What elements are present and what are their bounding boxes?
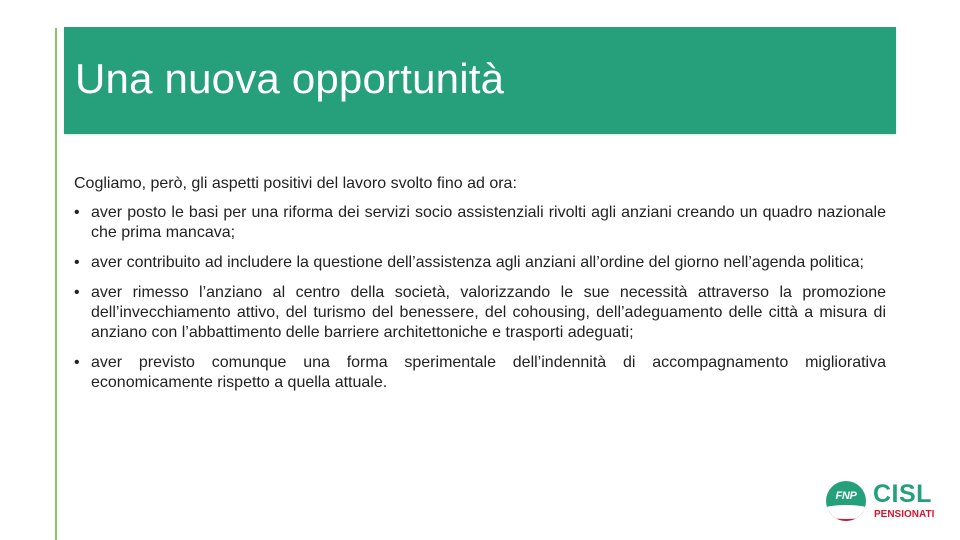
bullet-icon: • (74, 284, 80, 301)
logo-swoosh-white (826, 505, 866, 519)
slide-title: Una nuova opportunità (75, 55, 505, 102)
fnp-cisl-logo (826, 480, 946, 522)
slide-content (74, 174, 886, 403)
bullet-icon: • (74, 204, 80, 221)
bullet-item (74, 203, 886, 243)
bullet-item (74, 283, 886, 343)
bullet-text: aver previsto comunque una forma sperimentale dell’indennità di accompagnamento migliorativa economicamente rispetto a quella attuale. (91, 354, 886, 391)
bullet-text: aver posto le basi per una riforma dei servizi socio assistenziali rivolti agli anziani creando un quadro nazionale che prima mancava; (91, 204, 886, 241)
bullet-item (74, 353, 886, 393)
bullet-text: aver rimesso l’anziano al centro della società, valorizzando le sue necessità attraverso la promozione dell’invecchiamento attivo, del turismo del benessere, del cohousing, dell’adeguamento delle città a misura di anziano con l’abbattimento delle barriere architettoniche e trasporti adeguati; (91, 284, 886, 341)
intro-text: Cogliamo, però, gli aspetti positivi del lavoro svolto fino ad ora: (74, 175, 517, 192)
logo-fnp-text: FNP (835, 490, 857, 502)
bullet-icon: • (74, 354, 80, 371)
bullet-list (74, 203, 886, 393)
logo-cisl-text: CISL (873, 480, 932, 508)
logo-pensionati-text: PENSIONATI (874, 509, 935, 520)
fnp-emblem-icon (826, 481, 866, 521)
bullet-text: aver contribuito ad includere la questione dell’assistenza agli anziani all’ordine del giorno nell’agenda politica; (91, 254, 864, 271)
bullet-icon: • (74, 254, 80, 271)
title-banner (64, 27, 896, 134)
left-accent-line (55, 28, 57, 540)
bullet-item (74, 253, 886, 273)
